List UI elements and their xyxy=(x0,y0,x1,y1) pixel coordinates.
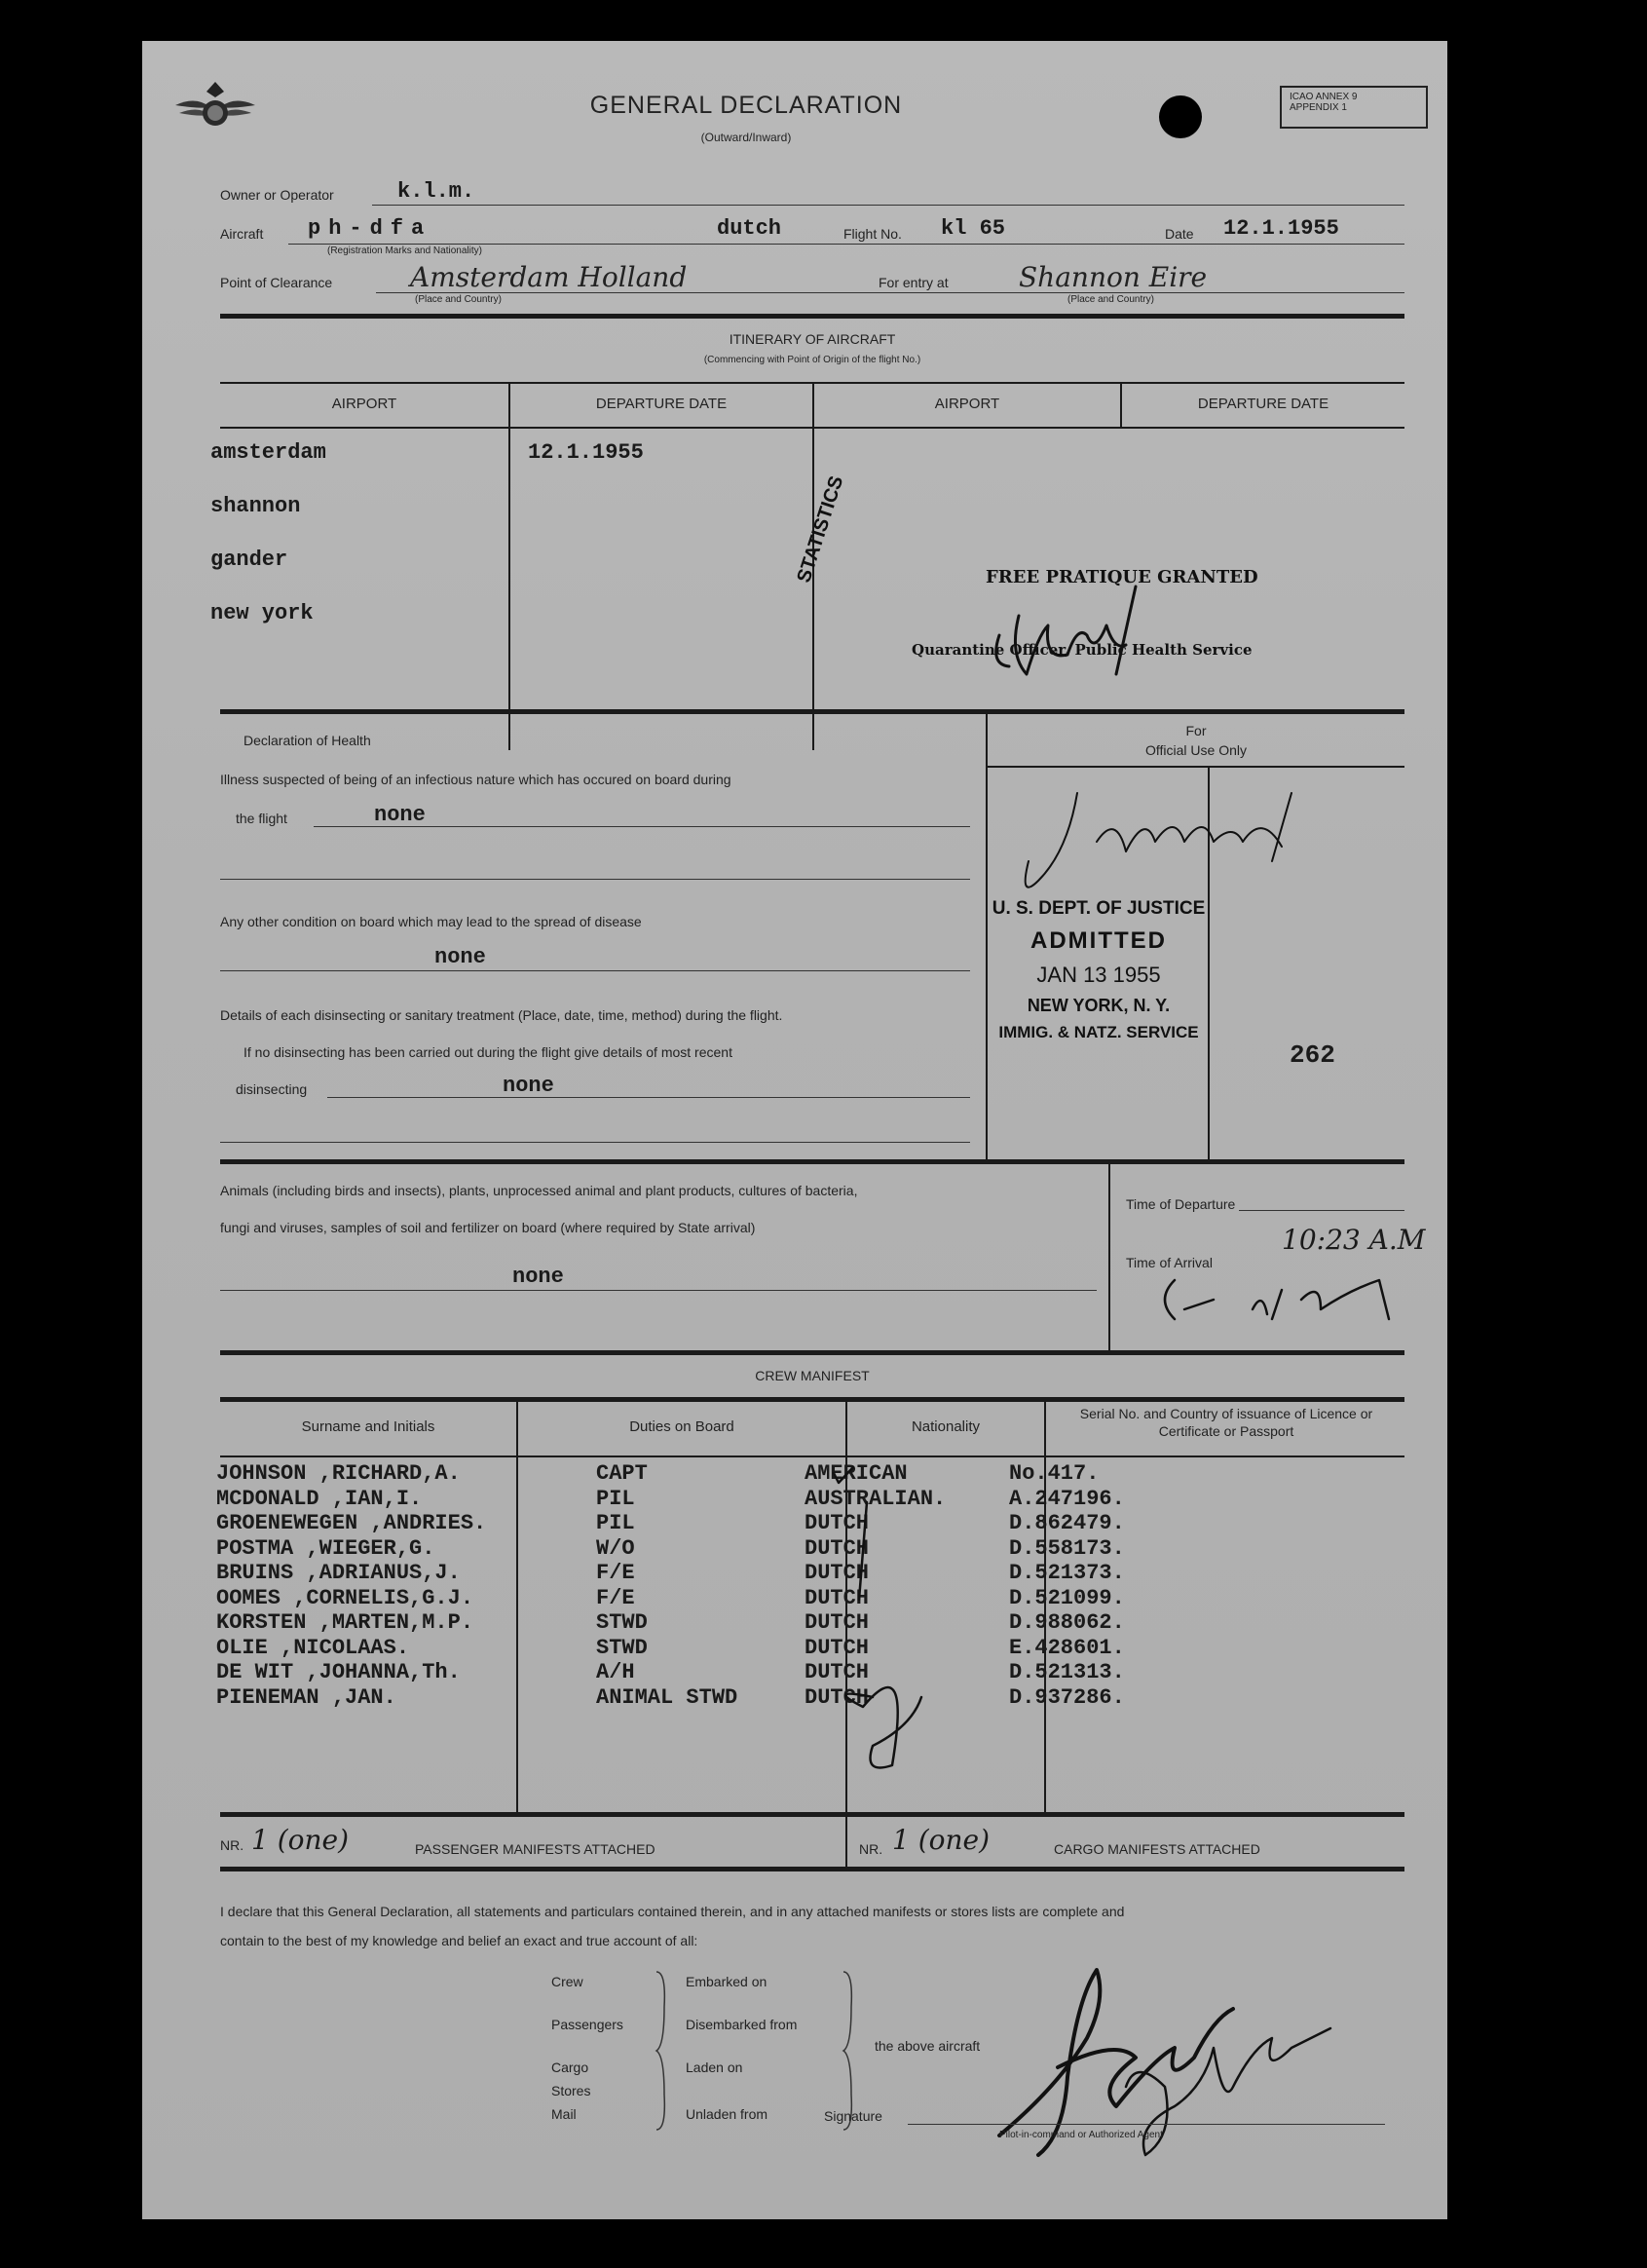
decl-unladen: Unladen from xyxy=(686,2106,768,2122)
declaration-text-2: contain to the best of my knowledge and belief an exact and true account of all: xyxy=(220,1933,698,1948)
crew-row xyxy=(216,1461,1227,1487)
crew-nationality: DUTCH xyxy=(805,1535,870,1561)
illness-value: none xyxy=(374,803,426,827)
cargo-nr-label: NR. xyxy=(859,1841,883,1857)
crew-serial: D.521313. xyxy=(1009,1660,1125,1684)
owner-label: Owner or Operator xyxy=(220,187,334,203)
decl-laden: Laden on xyxy=(686,2060,743,2075)
decl-brace-1-icon xyxy=(653,1968,672,2134)
disinsect-label-1: Details of each disinsecting or sanitary treatment (Place, date, time, method) during the flight. xyxy=(220,1007,783,1023)
crew-name: OLIE ,NICOLAAS. xyxy=(216,1635,410,1660)
itin-header-date-2: DEPARTURE DATE xyxy=(1197,396,1329,412)
time-departure-label: Time of Departure xyxy=(1126,1196,1236,1212)
statistics-stamp: STATISTICS xyxy=(793,472,848,586)
stamp-line-3: JAN 13 1955 xyxy=(1036,963,1161,987)
entry-label: For entry at xyxy=(879,275,949,290)
cargo-manifest-value: 1 (one) xyxy=(892,1824,991,1856)
punch-hole xyxy=(1159,95,1202,138)
itin-airport-4: new york xyxy=(210,601,314,625)
the-flight-label: the flight xyxy=(236,811,287,826)
crew-nationality: DUTCH xyxy=(805,1684,870,1710)
decl-stores: Stores xyxy=(551,2083,591,2098)
crew-name: KORSTEN ,MARTEN,M.P. xyxy=(216,1610,474,1635)
crew-serial: E.428601. xyxy=(1009,1635,1125,1660)
entry-value: Shannon Eire xyxy=(1019,261,1208,293)
clearance-label: Point of Clearance xyxy=(220,275,333,290)
other-condition-label: Any other condition on board which may lead to the spread of disease xyxy=(220,914,642,929)
illness-label: Illness suspected of being of an infectious nature which has occured on board during xyxy=(220,772,731,787)
declaration-form xyxy=(142,41,1447,2219)
aircraft-hint: (Registration Marks and Nationality) xyxy=(327,246,482,256)
itin-header-airport-2: AIRPORT xyxy=(934,396,1000,412)
crew-header-nationality: Nationality xyxy=(911,1418,981,1435)
date-label: Date xyxy=(1165,226,1194,242)
crew-name: PIENEMAN ,JAN. xyxy=(216,1684,396,1710)
aircraft-label: Aircraft xyxy=(220,226,264,242)
crew-nationality: DUTCH xyxy=(805,1585,870,1610)
time-arrival-label: Time of Arrival xyxy=(1126,1255,1213,1270)
crew-duty: A/H xyxy=(596,1660,635,1684)
itin-departure-date: 12.1.1955 xyxy=(528,440,644,465)
crew-nationality: AMERICAN xyxy=(805,1461,908,1486)
crew-duty: F/E xyxy=(596,1585,635,1610)
entry-hint: (Place and Country) xyxy=(1067,294,1154,305)
passenger-nr-label: NR. xyxy=(220,1837,244,1853)
official-title-1: For xyxy=(1185,723,1207,738)
passenger-manifest-value: 1 (one) xyxy=(251,1824,350,1856)
crew-name: OOMES ,CORNELIS,G.J. xyxy=(216,1585,474,1610)
itin-airport-2: shannon xyxy=(210,494,301,518)
crew-duty: CAPT xyxy=(596,1461,648,1486)
disinsect-label-3: disinsecting xyxy=(236,1081,308,1097)
animals-value: none xyxy=(512,1265,564,1289)
decl-disembarked: Disembarked from xyxy=(686,2017,798,2032)
cargo-manifest-label: CARGO MANIFESTS ATTACHED xyxy=(1054,1841,1260,1857)
decl-mail: Mail xyxy=(551,2106,577,2122)
crew-row xyxy=(216,1536,1227,1562)
owner-value: k.l.m. xyxy=(397,179,475,204)
itin-header-date-1: DEPARTURE DATE xyxy=(595,396,728,412)
animals-label-2: fungi and viruses, samples of soil and fertilizer on board (where required by State arrival) xyxy=(220,1220,756,1235)
arrival-handwriting-icon xyxy=(1155,1270,1408,1329)
itin-airport-3: gander xyxy=(210,548,288,572)
disinsect-value: none xyxy=(503,1074,554,1098)
crew-header-duties: Duties on Board xyxy=(629,1418,734,1435)
captain-signature-icon xyxy=(980,1941,1389,2184)
itin-airport-1: amsterdam xyxy=(210,440,326,465)
crew-row xyxy=(216,1487,1227,1512)
crew-serial: No.417. xyxy=(1009,1461,1100,1486)
crew-serial: D.558173. xyxy=(1009,1535,1125,1561)
crew-title: CREW MANIFEST xyxy=(755,1368,870,1383)
crew-duty: STWD xyxy=(596,1610,648,1635)
crew-header-name: Surname and Initials xyxy=(301,1418,435,1435)
crew-row xyxy=(216,1685,1227,1711)
crew-duty: F/E xyxy=(596,1561,635,1585)
crew-serial: D.862479. xyxy=(1009,1511,1125,1535)
official-number: 262 xyxy=(1290,1040,1335,1070)
clearance-value: Amsterdam Holland xyxy=(410,261,688,293)
other-condition-value: none xyxy=(434,945,486,969)
icao-box xyxy=(1280,86,1428,129)
crew-name: POSTMA ,WIEGER,G. xyxy=(216,1535,435,1561)
crew-row xyxy=(216,1586,1227,1611)
crew-serial: D.937286. xyxy=(1009,1684,1125,1710)
crew-name: GROENEWEGEN ,ANDRIES. xyxy=(216,1511,487,1535)
crew-row xyxy=(216,1561,1227,1586)
crew-duty: W/O xyxy=(596,1535,635,1561)
crew-name: MCDONALD ,IAN,I. xyxy=(216,1486,423,1511)
crew-serial: D.521099. xyxy=(1009,1585,1125,1610)
crew-name: JOHNSON ,RICHARD,A. xyxy=(216,1461,461,1486)
aircraft-value: ph-dfa xyxy=(308,216,432,241)
crew-nationality: DUTCH xyxy=(805,1660,870,1684)
crew-duty: PIL xyxy=(596,1511,635,1535)
crew-nationality: DUTCH xyxy=(805,1511,870,1535)
disinsect-label-2: If no disinsecting has been carried out during the flight give details of most recent xyxy=(243,1044,732,1060)
crew-duty: ANIMAL STWD xyxy=(596,1684,738,1710)
crew-table xyxy=(216,1461,1227,1710)
signature-hint: Pilot-in-command or Authorized Agent xyxy=(999,2130,1163,2140)
crew-name: BRUINS ,ADRIANUS,J. xyxy=(216,1561,461,1585)
clearance-hint: (Place and Country) xyxy=(415,294,502,305)
quarantine-caption: Quarantine Officer, Public Health Service xyxy=(912,641,1253,659)
crew-annotation-icon xyxy=(766,1454,999,1804)
crew-header-serial: Serial No. and Country of issuance of Licence or Certificate or Passport xyxy=(1079,1406,1373,1439)
crew-row xyxy=(216,1511,1227,1536)
stamp-line-5: IMMIG. & NATZ. SERVICE xyxy=(998,1023,1199,1041)
crew-row xyxy=(216,1610,1227,1636)
declaration-text-1: I declare that this General Declaration, all statements and particulars contained therein, and in any attached manifests or stores lists are complete and xyxy=(220,1904,1125,1919)
aircraft-nationality: dutch xyxy=(717,216,782,241)
stamp-line-2: ADMITTED xyxy=(1030,927,1167,954)
icao-line-1: ICAO ANNEX 9 xyxy=(1290,92,1358,102)
crew-nationality: DUTCH xyxy=(805,1610,870,1635)
crew-serial: D.988062. xyxy=(1009,1610,1125,1635)
crew-nationality: DUTCH xyxy=(805,1561,870,1585)
flight-value: kl 65 xyxy=(941,216,1006,241)
itin-header-airport-1: AIRPORT xyxy=(331,396,397,412)
page-title: GENERAL DECLARATION xyxy=(589,92,903,119)
stamp-line-1: U. S. DEPT. OF JUSTICE xyxy=(992,898,1206,919)
crew-row xyxy=(216,1636,1227,1661)
crew-duty: STWD xyxy=(596,1635,648,1660)
decl-cargo: Cargo xyxy=(551,2060,589,2075)
time-arrival-value: 10:23 A.M xyxy=(1282,1224,1426,1256)
decl-crew: Crew xyxy=(551,1974,583,1989)
crew-row xyxy=(216,1660,1227,1685)
passenger-manifest-label: PASSENGER MANIFESTS ATTACHED xyxy=(415,1841,655,1857)
stamp-line-4: NEW YORK, N. Y. xyxy=(1027,996,1171,1015)
crew-nationality: AUSTRALIAN. xyxy=(805,1486,947,1511)
signature-label: Signature xyxy=(824,2108,882,2124)
crew-name: DE WIT ,JOHANNA,Th. xyxy=(216,1660,461,1684)
klm-logo-icon xyxy=(171,76,259,136)
date-value: 12.1.1955 xyxy=(1223,216,1339,241)
itinerary-subtitle: (Commencing with Point of Origin of the flight No.) xyxy=(703,355,921,365)
decl-aircraft-text: the above aircraft xyxy=(875,2038,981,2054)
crew-nationality: DUTCH xyxy=(805,1635,870,1660)
crew-serial: D.521373. xyxy=(1009,1561,1125,1585)
animals-label-1: Animals (including birds and insects), plants, unprocessed animal and plant products, cultures of bacteria, xyxy=(220,1183,858,1198)
flight-label: Flight No. xyxy=(843,226,902,242)
quarantine-signature-icon xyxy=(980,577,1155,684)
decl-embarked: Embarked on xyxy=(686,1974,767,1989)
icao-line-2: APPENDIX 1 xyxy=(1290,102,1347,113)
page-subtitle: (Outward/Inward) xyxy=(700,131,792,144)
pratique-stamp: FREE PRATIQUE GRANTED xyxy=(986,567,1258,587)
itinerary-title: ITINERARY OF AIRCRAFT xyxy=(729,331,896,347)
crew-duty: PIL xyxy=(596,1486,635,1511)
crew-serial: A.247196. xyxy=(1009,1486,1125,1511)
official-title-2: Official Use Only xyxy=(1145,742,1247,758)
decl-passengers: Passengers xyxy=(551,2017,623,2032)
health-title: Declaration of Health xyxy=(243,733,371,748)
